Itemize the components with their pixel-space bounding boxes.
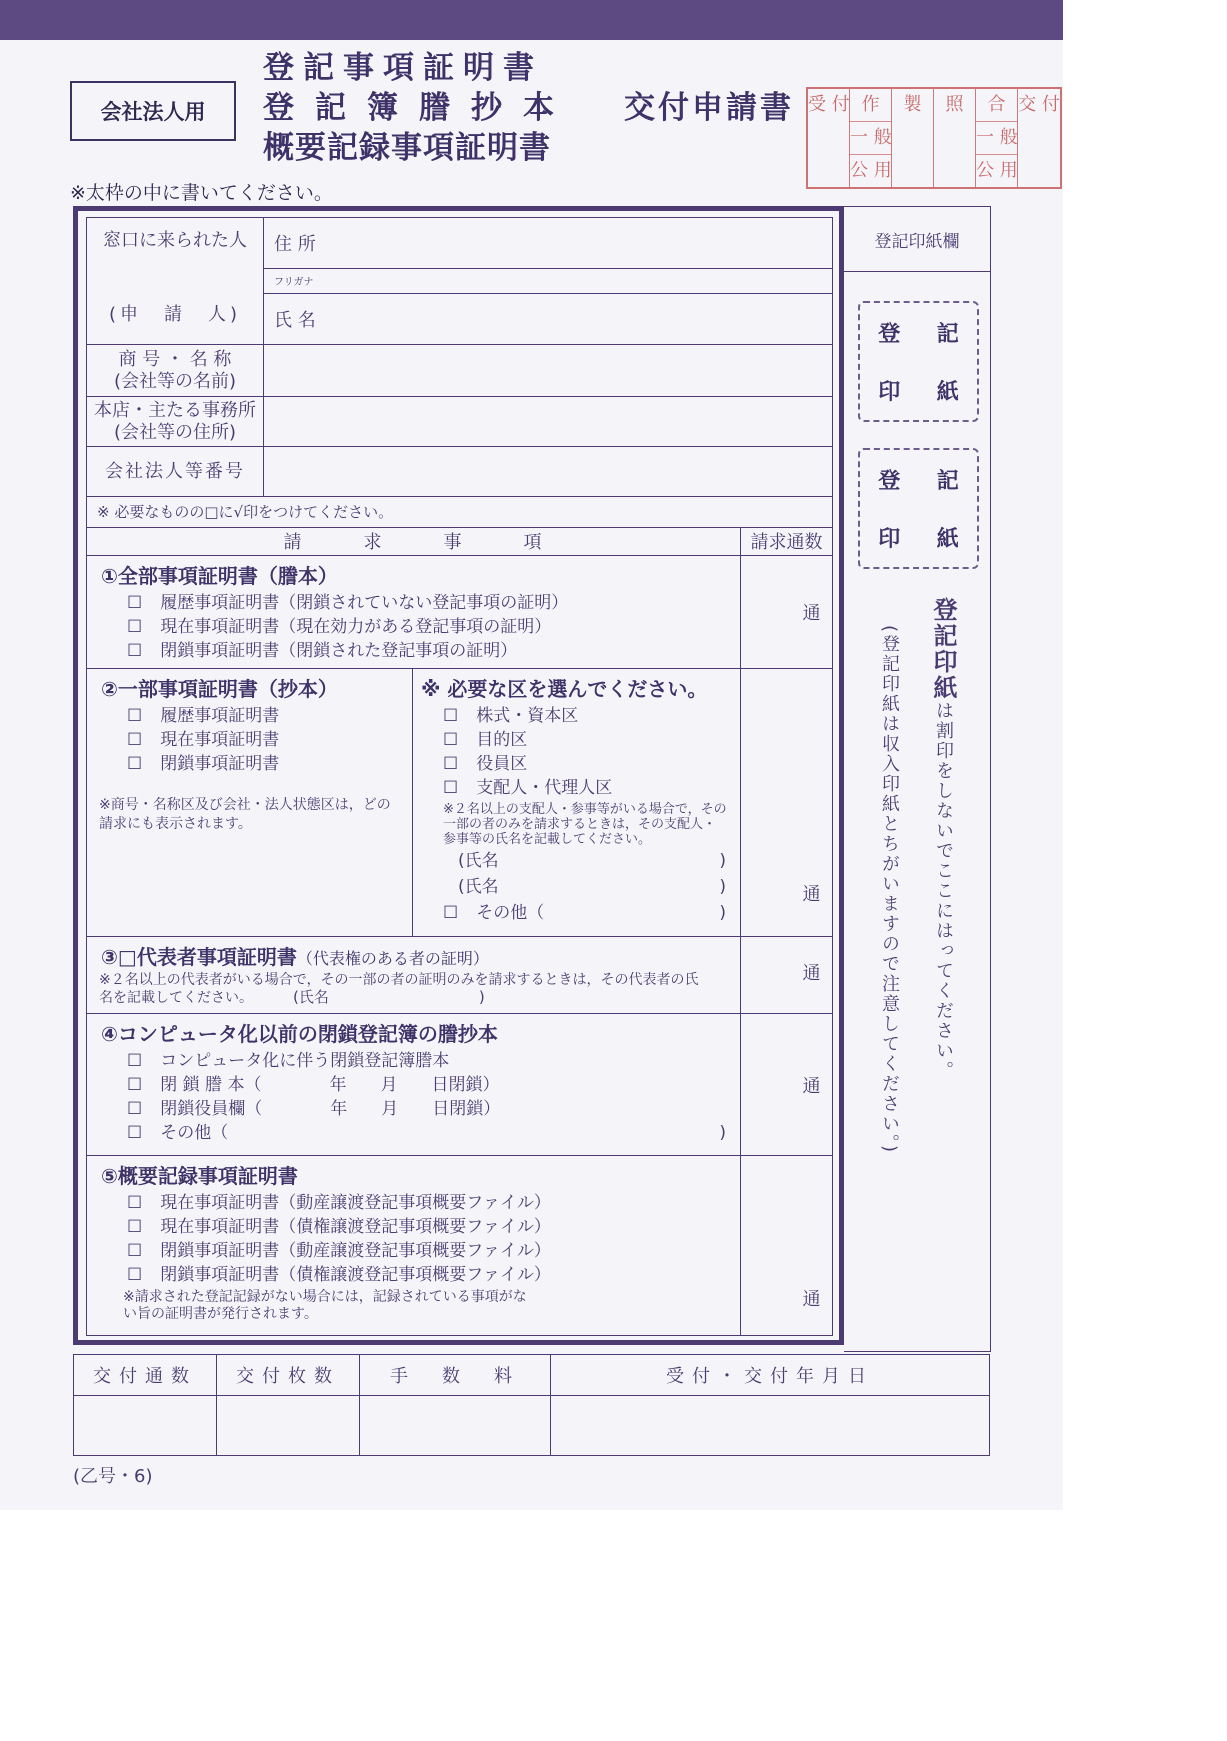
form-number: (乙号・6) [73,1466,153,1487]
count-unit: 通 [802,1075,821,1097]
item-label: コンピュータ化に伴う閉鎖登記簿謄本 [160,1051,450,1071]
item-label: 役員区 [476,754,528,774]
section-2-title: ②一部事項証明書（抄本） [101,677,338,701]
head-office-label-cell [87,397,264,447]
list-item [443,728,740,752]
checkbox[interactable]: ☐ [127,1241,143,1261]
section-2-left-panel [87,669,412,936]
manager-name-field-2[interactable] [458,875,740,899]
name-field[interactable] [264,294,833,345]
checkbox[interactable]: ☐ [443,778,459,798]
list-item [127,639,740,663]
checkbox[interactable]: ☐ [127,641,143,661]
check-note: ※ 必要なものの□に√印をつけてください。 [87,497,833,528]
stamp-char: 印 [878,527,901,553]
section-3-representative-certificate [87,937,741,1014]
title-line-2: 登記簿謄抄本 [263,90,575,126]
stamp-char: 記 [936,468,959,494]
section-3-note: ※２名以上の代表者がいる場合で，その一部の者の証明のみを請求するときは，その代表者の氏名を記載してください。 [99,972,699,1006]
company-name-field[interactable] [264,345,833,397]
list-item [127,1191,740,1215]
list-item [443,901,740,925]
representative-name-field[interactable] [293,989,485,1006]
corporate-use-label: 会社法人用 [70,81,236,141]
head-office-sublabel: (会社等の住所) [113,421,237,443]
checkbox[interactable]: ☐ [127,1193,143,1213]
item-label: 履歴事項証明書 [160,706,280,726]
stamp-notice [926,597,961,1081]
checkbox[interactable]: ☐ [443,903,459,923]
section-2-select-panel [412,669,740,936]
item-label: 閉鎖事項証明書（債権譲渡登記事項概要ファイル） [160,1265,551,1285]
list-item [127,615,740,639]
title-line-1: 登記事項証明書 [263,50,543,86]
section-4-closed-register [87,1014,741,1156]
item-label: 現在事項証明書 [160,730,280,750]
item-label: 株式・資本区 [476,706,579,726]
close-paren: ) [719,1123,726,1143]
head-office-label: 本店・主たる事務所 [94,399,256,421]
checkbox[interactable]: ☐ [443,706,459,726]
stamp-cell-label: 公 用 [850,154,891,187]
stamp-cell-label: 一 般 [976,121,1017,154]
fee-header: 手 数 料 [360,1355,551,1396]
stamp-cell-label: 受 付 [808,94,850,115]
stamp-char: 登 [878,321,901,347]
address-label: 住 所 [274,234,316,255]
checkbox[interactable]: ☐ [127,617,143,637]
list-item [443,704,740,728]
stamp-cell-label: 作 [861,94,880,115]
item-label: 現在事項証明書（現在効力がある登記事項の証明） [160,617,552,637]
person-at-counter-label: 窓口に来られた人 [103,230,247,251]
instruction-text: ※太枠の中に書いてください。 [70,182,333,204]
item-label: 閉鎖事項証明書（動産譲渡登記事項概要ファイル） [160,1241,551,1261]
request-items-header: 請 求 事 項 [87,528,741,556]
checkbox[interactable]: ☐ [127,1217,143,1237]
stamp-placeholder-1[interactable] [858,301,979,422]
applicant-label: (申 請 人) [108,304,242,325]
receipt-date-cell [551,1396,990,1456]
checkbox[interactable]: ☐ [127,730,143,750]
item-label: 履歴事項証明書（閉鎖されていない登記事項の証明） [160,593,569,613]
list-item [127,1121,740,1145]
title-line-3: 概要記録事項証明書 [263,130,551,166]
issued-pages-cell [217,1396,360,1456]
item-label: 現在事項証明書（債権譲渡登記事項概要ファイル） [160,1217,551,1237]
close-paren: ) [719,851,726,871]
stamp-cell [850,89,892,187]
checkbox[interactable]: ☐ [127,1099,143,1119]
company-name-label-cell [87,345,264,397]
name-prefix: (氏名 [458,851,499,871]
list-item [127,591,740,615]
checkbox[interactable]: ☐ [127,1075,143,1095]
registration-stamp-column [844,206,991,1352]
list-item [127,1215,740,1239]
corp-number-label: 会社法人等番号 [87,447,264,497]
checkbox[interactable]: ☐ [443,730,459,750]
furigana-field[interactable] [264,269,833,294]
checkbox[interactable]: ☐ [127,1051,143,1071]
item-label: 支配人・代理人区 [476,778,613,798]
section-1-full-certificate [87,556,741,669]
item-label: 閉鎖事項証明書（閉鎖された登記事項の証明） [160,641,518,661]
list-item [127,1239,740,1263]
request-count-header: 請求通数 [741,528,833,556]
list-item [443,776,740,800]
manager-name-field-1[interactable] [458,849,740,873]
item-label: 閉鎖事項証明書 [160,754,280,774]
section-3-note-block [99,972,700,1007]
checkbox[interactable]: ☐ [443,754,459,774]
list-item [127,1073,740,1097]
section-2-partial-certificate [87,669,741,937]
checkbox[interactable]: ☐ [127,754,143,774]
checkbox[interactable]: ☐ [127,706,143,726]
top-color-bar [0,0,1063,40]
list-item [127,728,412,752]
title-suffix: 交付申請書 [624,90,794,126]
stamp-char: 印 [878,380,901,406]
close-paren: ) [719,877,726,897]
close-paren: ) [719,903,726,923]
stamp-char: 登 [878,468,901,494]
section-1-title: ①全部事項証明書（謄本） [101,564,338,588]
list-item [127,1049,740,1073]
name-prefix: (氏名 [293,988,329,1006]
head-office-field[interactable] [264,397,833,447]
section-3-subtitle: （代表権のある者の証明） [296,949,489,968]
address-field[interactable] [264,218,833,269]
stamp-cell-label: 合 [987,94,1006,115]
stamp-char: 記 [936,321,959,347]
section-2-count-field[interactable] [741,669,833,937]
list-item [443,752,740,776]
stamp-char: 紙 [936,527,959,553]
count-unit: 通 [802,884,821,905]
issued-copies-header: 交付通数 [74,1355,217,1396]
stamp-cell [808,89,850,187]
stamp-cell-label: 一 般 [850,121,891,154]
item-label: 閉鎖役員欄（ 年 月 日閉鎖） [160,1099,501,1119]
checkbox[interactable]: ☐ [127,1265,143,1285]
stamp-cell-label: 製 [903,94,922,115]
name-label: 氏 名 [274,310,316,331]
section-2-note: ※商号・名称区及び会社・法人状態区は，どの請求にも表示されます。 [99,797,391,832]
item-label: その他（ [476,903,545,923]
fee-cell [360,1396,551,1456]
office-stamp-grid [806,87,1062,189]
section-4-count-field[interactable] [741,1014,833,1156]
list-item [127,1263,740,1287]
furigana-label: フリガナ [274,277,314,288]
stamp-caution: (登記印紙は収入印紙とちがいますので注意してください。) [879,625,900,1155]
name-prefix: (氏名 [458,877,499,897]
section-3-title: ③□代表者事項証明書 [101,945,297,969]
stamp-notice-rest: は割印をしないでここにはってください。 [933,701,954,1081]
stamp-cell [934,89,976,187]
stamp-cell [892,89,934,187]
section-1-count-field[interactable] [741,556,833,669]
stamp-cell [976,89,1018,187]
section-4-title: ④コンピュータ化以前の閉鎖登記簿の謄抄本 [101,1022,498,1046]
list-item [127,704,412,728]
count-unit: 通 [802,1289,821,1310]
receipt-date-header: 受付・交付年月日 [551,1355,990,1396]
list-item [127,752,412,776]
item-label: その他（ [160,1123,229,1143]
section-5-count-field[interactable] [741,1156,833,1336]
item-label: 閉 鎖 謄 本（ 年 月 日閉鎖） [160,1075,500,1095]
section-5-note: ※請求された登記記録がない場合には，記録されている事項がない旨の証明書が発行されます。 [123,1289,527,1322]
manager-note: ※２名以上の支配人・参事等がいる場合で，その一部の者のみを請求するときは，その支配人・参事等の氏名を記載してください。 [443,802,727,847]
checkbox[interactable]: ☐ [127,593,143,613]
count-unit: 通 [802,603,821,624]
main-form-frame [73,206,844,1345]
company-name-label: 商 号 ・ 名 称 [118,348,232,370]
application-form-table [86,217,833,1336]
stamp-char: 紙 [936,380,959,406]
stamp-placeholder-2[interactable] [858,448,979,569]
stamp-column-header: 登記印紙欄 [844,207,990,272]
item-label: 現在事項証明書（動産譲渡登記事項概要ファイル） [160,1193,551,1213]
section-5-title: ⑤概要記録事項証明書 [101,1164,298,1188]
list-item [127,1097,740,1121]
applicant-label-cell [87,218,264,345]
close-paren: ) [478,988,485,1006]
checkbox[interactable]: ☐ [127,1123,143,1143]
stamp-cell-label: 公 用 [976,154,1017,187]
section-5-summary-record [87,1156,741,1336]
office-use-table [73,1354,990,1456]
issued-pages-header: 交付枚数 [217,1355,360,1396]
select-sections-title: ※ 必要な区を選んでください。 [421,677,708,701]
item-label: 目的区 [476,730,528,750]
company-name-sublabel: (会社等の名前) [113,370,237,392]
section-3-count-field[interactable] [741,937,833,1014]
stamp-notice-bold: 登記印紙 [929,597,957,701]
stamp-cell [1018,89,1060,187]
count-unit: 通 [802,963,821,984]
issued-copies-cell [74,1396,217,1456]
stamp-cell-label: 交 付 [1018,94,1060,115]
stamp-cell-label: 照 [945,94,964,115]
corp-number-field[interactable] [264,447,833,497]
